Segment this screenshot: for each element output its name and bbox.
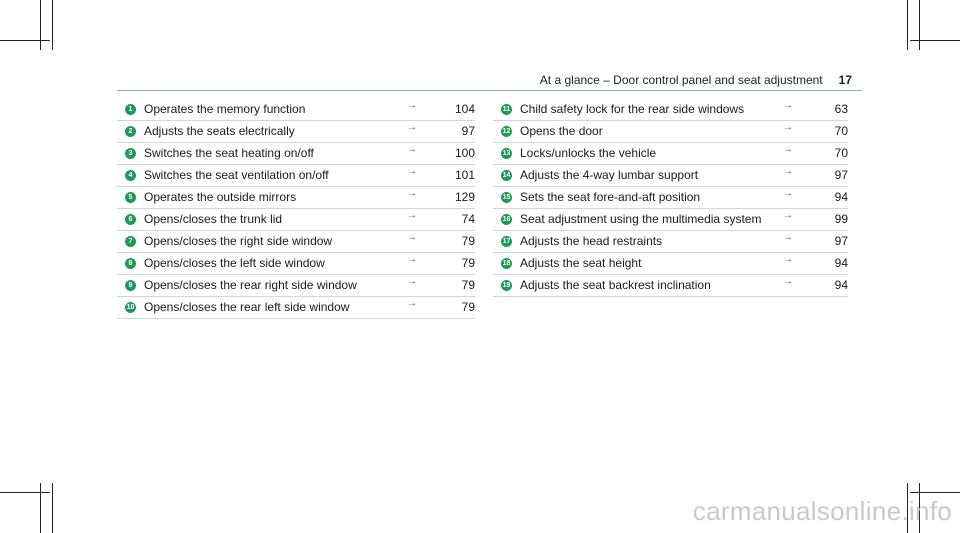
legend-row: [117, 121, 475, 143]
callout-number-badge: 14: [502, 172, 511, 179]
page-reference-link[interactable]: 94: [834, 256, 848, 270]
page-reference-arrow-icon: →: [407, 276, 417, 287]
page-reference-arrow-icon: →: [783, 100, 793, 111]
callout-number-badge: 3: [125, 148, 136, 159]
watermark: carmanualsonline.info: [692, 496, 952, 526]
page-reference-arrow-icon: →: [407, 122, 417, 133]
callout-number-badge: 11: [502, 106, 511, 113]
page-reference-arrow-icon: →: [407, 298, 417, 309]
page-reference-link[interactable]: 129: [454, 190, 475, 204]
callout-number-badge: 5: [125, 192, 136, 203]
page-reference-link[interactable]: 100: [454, 146, 475, 160]
callout-number-badge: 9: [125, 280, 136, 291]
crop-mark: [919, 0, 920, 50]
page-reference-arrow-icon: →: [783, 166, 793, 177]
left-legend-list: [117, 99, 475, 319]
page-header: [540, 73, 852, 87]
legend-row: [493, 143, 848, 165]
page-reference-arrow-icon: →: [407, 188, 417, 199]
legend-row: [117, 143, 475, 165]
page-reference-arrow-icon: →: [783, 232, 793, 243]
legend-row: [493, 253, 848, 275]
page-reference-link[interactable]: 79: [461, 300, 475, 314]
crop-mark: [910, 492, 960, 493]
page-reference-arrow-icon: →: [783, 188, 793, 199]
page-reference-link[interactable]: 79: [461, 278, 475, 292]
legend-row: [493, 99, 848, 121]
page-reference-arrow-icon: →: [407, 254, 417, 265]
crop-mark: [0, 492, 50, 493]
legend-description: Adjusts the seat backrest inclination: [520, 278, 711, 292]
page-reference-link[interactable]: 70: [834, 146, 848, 160]
legend-description: Opens/closes the rear right side window: [144, 278, 357, 292]
page-reference-link[interactable]: 104: [454, 102, 475, 116]
legend-description: Child safety lock for the rear side windows: [520, 102, 745, 116]
page-reference-link[interactable]: 70: [834, 124, 848, 138]
callout-number-badge: 10: [126, 304, 135, 311]
page-reference-arrow-icon: →: [407, 232, 417, 243]
header-divider: [117, 90, 862, 91]
callout-number-badge: 8: [125, 258, 136, 269]
callout-number-badge: 1: [125, 104, 136, 115]
legend-description: Adjusts the seat height: [520, 256, 642, 270]
page-reference-arrow-icon: →: [783, 144, 793, 155]
page-reference-link[interactable]: 79: [461, 256, 475, 270]
legend-row: [493, 209, 848, 231]
page-reference-link[interactable]: 99: [834, 212, 848, 226]
legend-row: [117, 231, 475, 253]
legend-description: Sets the seat fore-and-aft position: [520, 190, 701, 204]
page-number: 17: [838, 73, 852, 87]
legend-description: Operates the memory function: [144, 102, 306, 116]
legend-description: Opens/closes the left side window: [144, 256, 325, 270]
legend-row: [117, 209, 475, 231]
page-reference-arrow-icon: →: [783, 276, 793, 287]
legend-row: [493, 121, 848, 143]
page-reference-arrow-icon: →: [407, 100, 417, 111]
legend-description: Adjusts the seats electrically: [144, 124, 295, 138]
page-reference-link[interactable]: 97: [834, 168, 848, 182]
crop-mark: [52, 0, 53, 50]
callout-number-badge: 15: [502, 194, 511, 201]
page-reference-link[interactable]: 94: [834, 278, 848, 292]
page-reference-arrow-icon: →: [783, 122, 793, 133]
legend-row: [117, 165, 475, 187]
legend-description: Opens the door: [520, 124, 603, 138]
crop-mark: [40, 483, 41, 533]
page-reference-link[interactable]: 94: [834, 190, 848, 204]
legend-description: Locks/unlocks the vehicle: [520, 146, 657, 160]
right-legend-list: [493, 99, 848, 297]
legend-description: Opens/closes the right side window: [144, 234, 333, 248]
legend-row: [117, 99, 475, 121]
callout-number-badge: 17: [502, 238, 511, 245]
callout-number-badge: 2: [125, 126, 136, 137]
legend-row: [117, 297, 475, 319]
callout-number-badge: 19: [502, 282, 511, 289]
legend-description: Opens/closes the trunk lid: [144, 212, 283, 226]
callout-number-badge: 16: [502, 216, 511, 223]
callout-number-badge: 6: [125, 214, 136, 225]
callout-number-badge: 4: [125, 170, 136, 181]
crop-mark: [907, 0, 908, 50]
callout-number-badge: 7: [125, 236, 136, 247]
legend-row: [493, 275, 848, 297]
page-title: At a glance – Door control panel and seat adjustment: [539, 73, 823, 87]
page-reference-link[interactable]: 97: [834, 234, 848, 248]
page-reference-link[interactable]: 101: [454, 168, 475, 182]
callout-number-badge: 18: [502, 260, 511, 267]
crop-mark: [910, 40, 960, 41]
legend-description: Switches the seat ventilation on/off: [144, 168, 329, 182]
page-reference-arrow-icon: →: [407, 144, 417, 155]
legend-description: Seat adjustment using the multimedia system: [520, 212, 762, 226]
page-reference-arrow-icon: →: [783, 210, 793, 221]
legend-description: Adjusts the head restraints: [520, 234, 663, 248]
page-reference-arrow-icon: →: [407, 166, 417, 177]
callout-number-badge: 12: [502, 128, 511, 135]
crop-mark: [40, 0, 41, 50]
page-reference-arrow-icon: →: [783, 254, 793, 265]
legend-description: Opens/closes the rear left side window: [144, 300, 350, 314]
legend-description: Operates the outside mirrors: [144, 190, 297, 204]
legend-row: [493, 231, 848, 253]
page-reference-arrow-icon: →: [407, 210, 417, 221]
page-reference-link[interactable]: 74: [461, 212, 475, 226]
legend-row: [117, 187, 475, 209]
page-reference-link[interactable]: 97: [461, 124, 475, 138]
legend-row: [117, 253, 475, 275]
crop-mark: [0, 40, 50, 41]
crop-mark: [52, 483, 53, 533]
legend-row: [493, 187, 848, 209]
page-reference-link[interactable]: 79: [461, 234, 475, 248]
legend-row: [117, 275, 475, 297]
callout-number-badge: 13: [502, 150, 511, 157]
page-reference-link[interactable]: 63: [834, 102, 848, 116]
legend-description: Adjusts the 4-way lumbar support: [520, 168, 699, 182]
legend-row: [493, 165, 848, 187]
legend-description: Switches the seat heating on/off: [144, 146, 314, 160]
